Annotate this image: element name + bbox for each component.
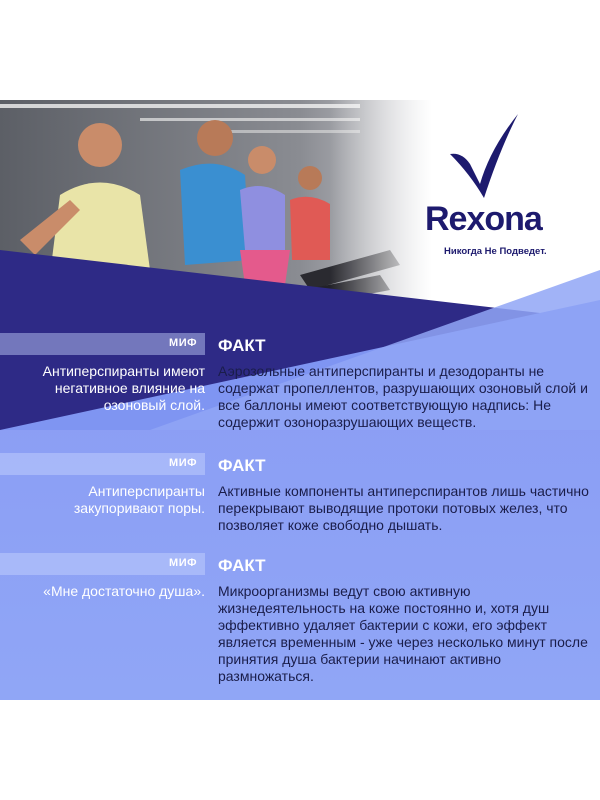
rexona-logo bbox=[380, 110, 600, 270]
fact-heading: ФАКТ bbox=[218, 556, 266, 575]
fact-text: Микроорганизмы ведут свою активную жизнедеятельность на коже постоянно и, хотя душ эффективно удаляет бактерии с кожи, его эффект является временным - уже через несколько минут после принятия душа бактерии начинают активно размножаться. bbox=[218, 583, 588, 684]
fact-heading: ФАКТ bbox=[218, 336, 266, 355]
myth-text: «Мне достаточно душа». bbox=[43, 583, 205, 599]
check-mark-icon bbox=[450, 114, 520, 198]
myth-label-bar bbox=[0, 453, 205, 475]
myth-label: МИФ bbox=[169, 337, 197, 349]
myth-text: Антиперспиранты имеют негативное влияние на озоновый слой. bbox=[42, 363, 205, 413]
fact-heading: ФАКТ bbox=[218, 456, 266, 475]
myth-fact-poster bbox=[0, 100, 600, 700]
myth-label: МИФ bbox=[169, 457, 197, 469]
myth-text: Антиперспиранты закупоривают поры. bbox=[73, 483, 205, 516]
fact-text: Аэрозольные антиперспиранты и дезодоранты не содержат пропеллентов, разрушающих озоновый слой и все баллоны имеют соответствующую надпись: Не содержит озоноразрушающих веществ. bbox=[218, 363, 588, 430]
myth-label: МИФ bbox=[169, 557, 197, 569]
fact-text: Активные компоненты антиперспирантов лишь частично перекрывают выводящие протоки потовых желез, что позволяет коже свободно дышать. bbox=[218, 483, 589, 533]
brand-tagline: Никогда Не Подведет. bbox=[444, 246, 547, 257]
brand-name: Rexona bbox=[425, 200, 542, 238]
myth-label-bar bbox=[0, 333, 205, 355]
myth-label-bar bbox=[0, 553, 205, 575]
